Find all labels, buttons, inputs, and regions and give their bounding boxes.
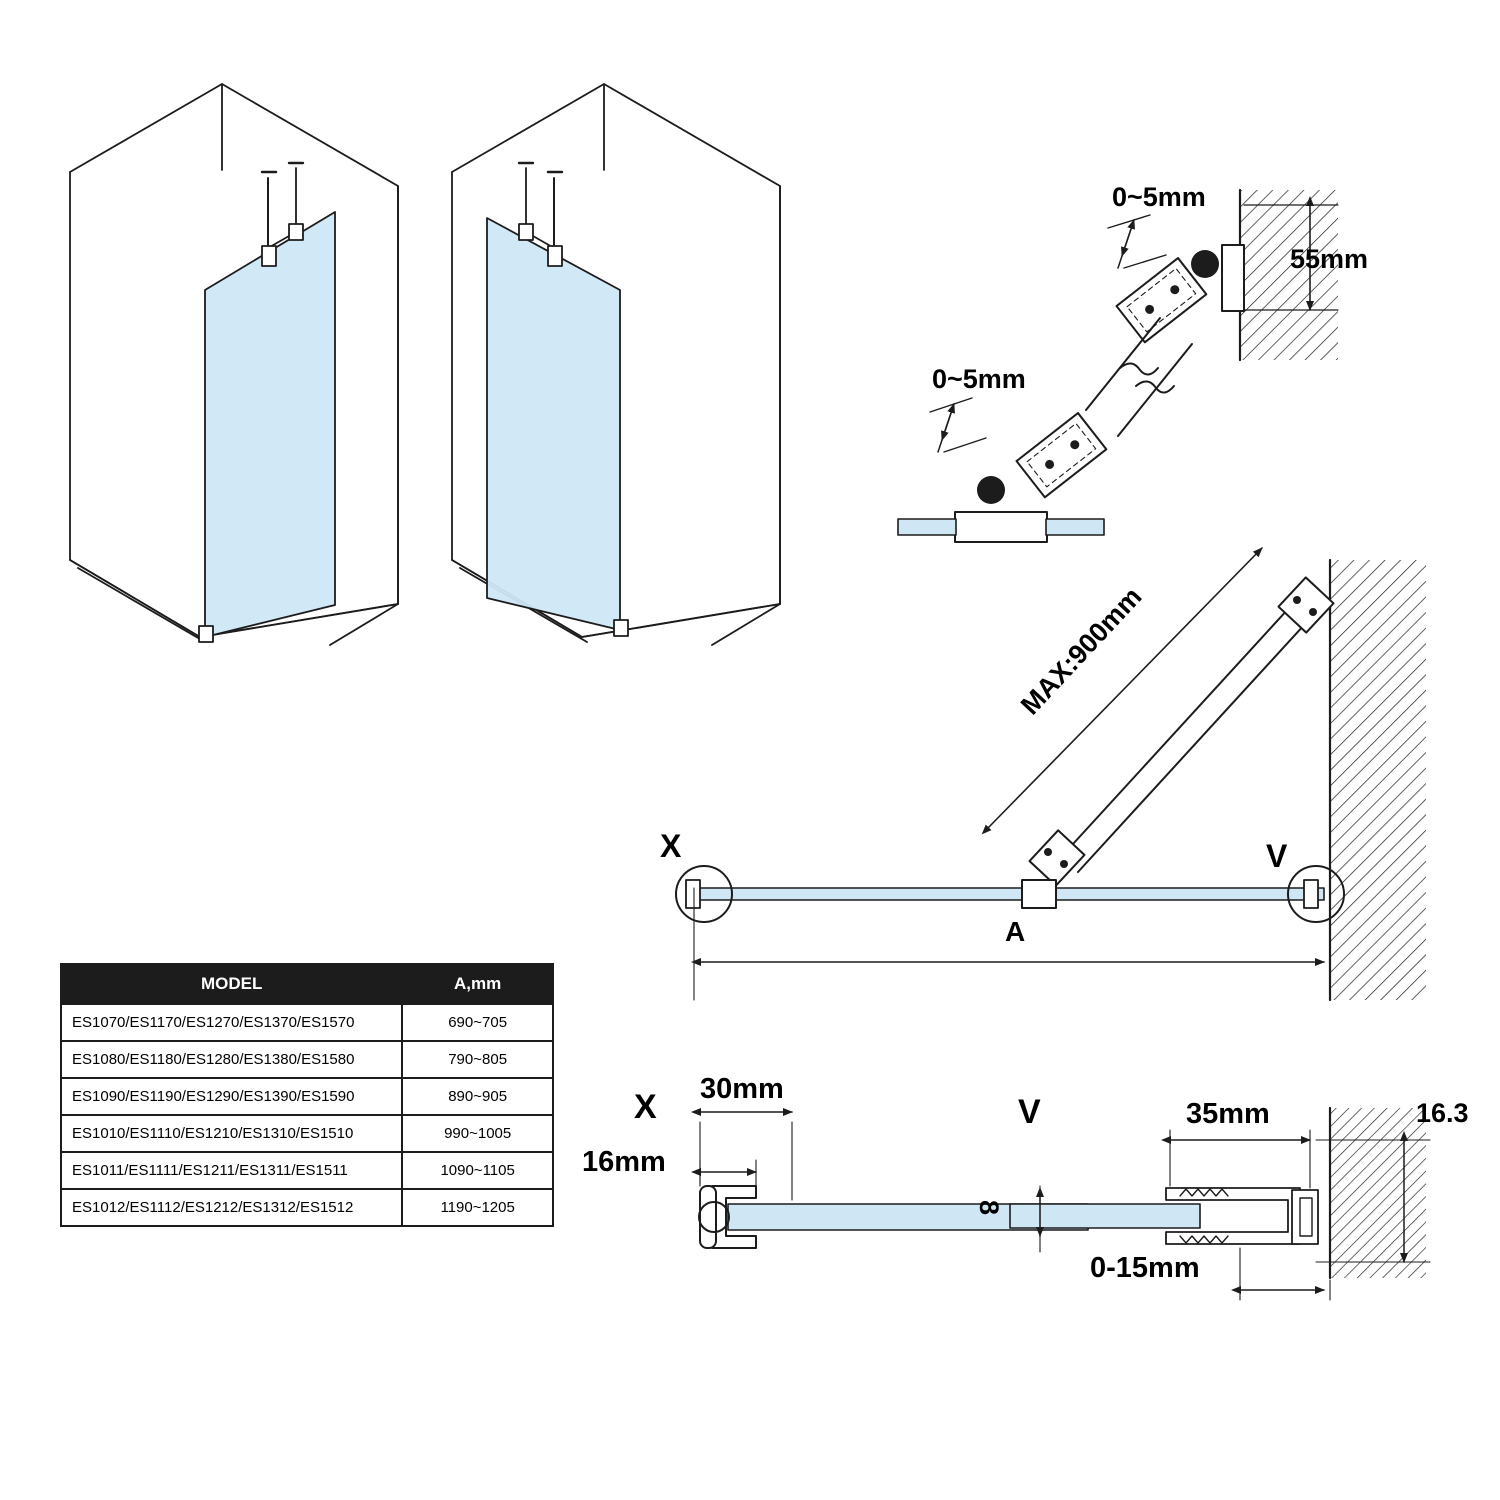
cell-a: 790~805	[402, 1041, 553, 1078]
label-profile-x-outer: 30mm	[700, 1073, 784, 1105]
cell-model: ES1090/ES1190/ES1290/ES1390/ES1590	[61, 1078, 402, 1115]
iso-view-left	[70, 84, 398, 645]
label-bar-max-length: MAX:900mm	[1015, 581, 1148, 721]
cell-model: ES1011/ES1111/ES1211/ES1311/ES1511	[61, 1152, 402, 1189]
table-row	[61, 1115, 553, 1152]
table-row	[61, 1152, 553, 1189]
callout-x-detail: X	[634, 1088, 657, 1126]
cell-model: ES1012/ES1112/ES1212/ES1312/ES1512	[61, 1189, 402, 1226]
cell-model: ES1070/ES1170/ES1270/ES1370/ES1570	[61, 1004, 402, 1041]
label-glass-thickness: 8	[974, 1200, 1004, 1216]
table-row	[61, 1004, 553, 1041]
table-row	[61, 1041, 553, 1078]
label-profile-v-width: 35mm	[1186, 1098, 1270, 1130]
table-header-a: A,mm	[402, 964, 553, 1004]
cell-a: 890~905	[402, 1078, 553, 1115]
table-header-row	[61, 964, 553, 1004]
plan-view	[676, 548, 1426, 1000]
detail-v-profile	[1010, 1108, 1430, 1300]
label-wall-plate-height: 55mm	[1290, 244, 1369, 274]
table-body	[61, 1004, 553, 1226]
label-bracket-gap-bottom: 0~5mm	[932, 364, 1026, 394]
table-row	[61, 1189, 553, 1226]
label-bracket-gap-top: 0~5mm	[1112, 182, 1206, 212]
callout-v-plan: V	[1266, 838, 1288, 874]
cell-a: 990~1005	[402, 1115, 553, 1152]
table-row	[61, 1078, 553, 1115]
label-wall-adjust: 0-15mm	[1090, 1252, 1200, 1284]
iso-view-right	[452, 84, 780, 645]
cell-a: 1090~1105	[402, 1152, 553, 1189]
callout-x-plan: X	[660, 828, 682, 864]
callout-v-detail: V	[1018, 1093, 1041, 1131]
label-plan-width-a: A	[1005, 916, 1026, 947]
cell-a: 1190~1205	[402, 1189, 553, 1226]
table-header-model: MODEL	[61, 964, 402, 1004]
model-table	[60, 963, 554, 1227]
label-profile-x-inner: 16mm	[582, 1146, 666, 1178]
label-profile-v-height: 16.3	[1416, 1098, 1469, 1128]
cell-a: 690~705	[402, 1004, 553, 1041]
cell-model: ES1010/ES1110/ES1210/ES1310/ES1510	[61, 1115, 402, 1152]
cell-model: ES1080/ES1180/ES1280/ES1380/ES1580	[61, 1041, 402, 1078]
